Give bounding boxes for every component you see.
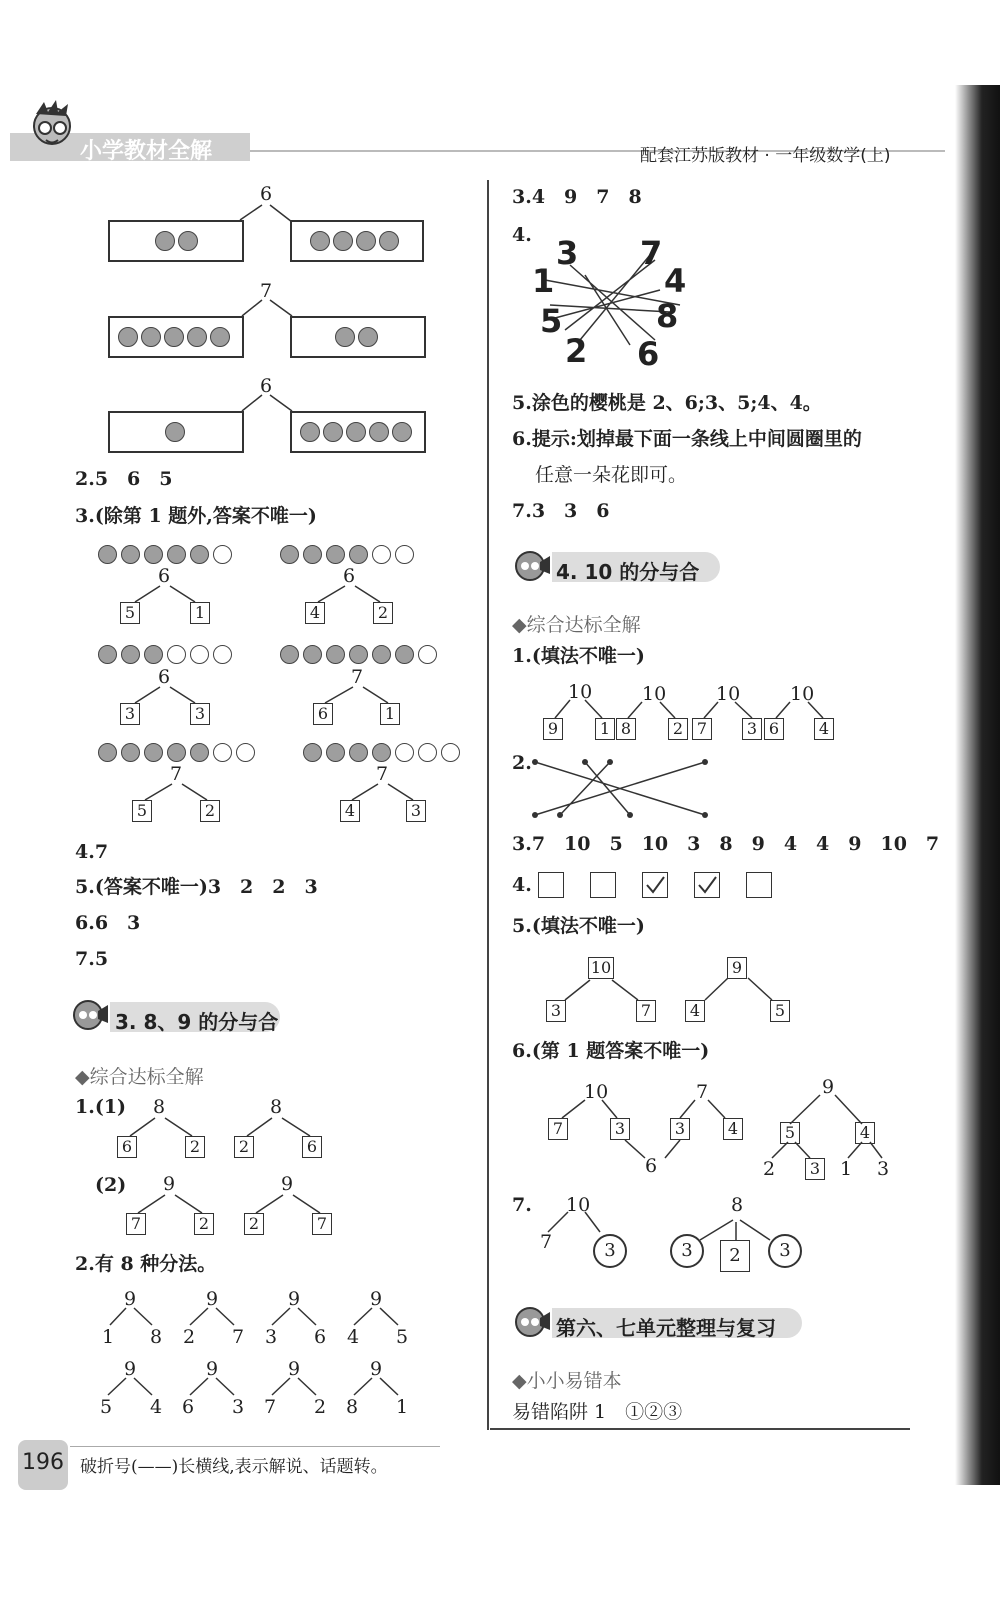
counter-dot xyxy=(165,422,185,442)
section-title: 第六、七单元整理与复习 xyxy=(556,1316,776,1340)
answer-box: 4 xyxy=(723,1118,743,1140)
counter-dot xyxy=(392,422,412,442)
counter-dot xyxy=(379,231,399,251)
dot-box xyxy=(108,220,244,262)
answer-q5: 5.涂色的樱桃是 2、6;3、5;4、4。 xyxy=(512,392,822,414)
tree-top: 6 xyxy=(260,375,273,397)
answer-box: 7 xyxy=(312,1213,332,1235)
answer-box: 2 xyxy=(234,1136,254,1158)
answer-box: 8 xyxy=(616,718,636,740)
answer-box: 2 xyxy=(200,800,220,822)
answer-box: 3 xyxy=(742,718,762,740)
tree-top: 9 xyxy=(281,1173,294,1195)
tree-leaf: 5 xyxy=(396,1326,409,1348)
tree-leaf: 8 xyxy=(150,1326,163,1348)
answer-box: 3 xyxy=(805,1158,825,1180)
tree-top: 7 xyxy=(170,763,183,785)
checkbox xyxy=(746,872,772,898)
star-digit: 1 xyxy=(532,262,555,300)
counter-dot xyxy=(210,327,230,347)
section-title: 4. 10 的分与合 xyxy=(556,560,700,584)
star-digit: 7 xyxy=(640,234,663,272)
answer-box: 3 xyxy=(120,703,140,725)
subsection-title: ◆小小易错本 xyxy=(512,1370,622,1392)
tree-top: 9 xyxy=(124,1288,137,1310)
answer-q3: 3.(除第 1 题外,答案不唯一) xyxy=(75,505,317,527)
counter-dot xyxy=(346,422,366,442)
page-number: 196 xyxy=(22,1450,64,1475)
star-digit: 3 xyxy=(556,234,579,272)
tree-top: 10 xyxy=(584,1081,609,1103)
counter-dot xyxy=(333,231,353,251)
answer-a1: 1.(填法不唯一) xyxy=(512,645,645,667)
counter-dot xyxy=(155,231,175,251)
answer-q6-cont: 任意一朵花即可。 xyxy=(535,464,688,486)
tree-leaf: 8 xyxy=(346,1396,359,1418)
counter-dot xyxy=(164,327,184,347)
tree-leaf: 6 xyxy=(314,1326,327,1348)
answer-box: 6 xyxy=(302,1136,322,1158)
answer-box: 6 xyxy=(313,703,333,725)
tree-top: 8 xyxy=(270,1096,283,1118)
footer-tip: 破折号(——)长横线,表示解说、话题转。 xyxy=(80,1457,388,1477)
star-digit: 5 xyxy=(540,302,563,340)
answer-box: 9 xyxy=(727,957,747,979)
counter-dot xyxy=(335,327,355,347)
tree-leaf: 6 xyxy=(645,1155,658,1177)
tree-leaf: 6 xyxy=(182,1396,195,1418)
answer-box: 3 xyxy=(670,1118,690,1140)
counter-dot xyxy=(369,422,389,442)
answer-box: 4 xyxy=(305,602,325,624)
section-title: 3. 8、9 的分与合 xyxy=(115,1010,279,1034)
counter-dot xyxy=(356,231,376,251)
answer-box: 2 xyxy=(668,718,688,740)
mascot-icon xyxy=(512,1304,552,1340)
answer-q2: 2.5 6 5 xyxy=(75,468,173,490)
answer-q5: 5.(答案不唯一)3 2 2 3 xyxy=(75,876,318,898)
counter-dot xyxy=(323,422,343,442)
answer-box: 10 xyxy=(588,957,614,979)
tree-top: 10 xyxy=(716,683,741,705)
tree-leaf: 1 xyxy=(840,1158,853,1180)
answer-trap-1: 易错陷阱 1 ①②③ xyxy=(512,1401,683,1423)
tree-leaf: 3 xyxy=(877,1158,890,1180)
answer-box: 5 xyxy=(780,1122,800,1144)
answer-box: 2 xyxy=(373,602,393,624)
tree-top: 10 xyxy=(642,683,667,705)
answer-box: 2 xyxy=(720,1240,750,1272)
answer-q6: 6.6 3 xyxy=(75,912,141,934)
tree-top: 7 xyxy=(351,666,364,688)
counter-dot xyxy=(310,231,330,251)
answer-box: 5 xyxy=(770,1000,790,1022)
star-digit: 8 xyxy=(656,297,679,335)
tree-top: 7 xyxy=(376,763,389,785)
tree-top: 9 xyxy=(822,1076,835,1098)
counter-dot xyxy=(141,327,161,347)
tree-top: 9 xyxy=(124,1358,137,1380)
checkbox-checked xyxy=(694,872,720,898)
answer-box: 1 xyxy=(380,703,400,725)
answer-box: 2 xyxy=(185,1136,205,1158)
tree-leaf: 2 xyxy=(183,1326,196,1348)
tree-top: 10 xyxy=(566,1194,591,1216)
tree-leaf: 4 xyxy=(347,1326,360,1348)
answer-box: 3 xyxy=(610,1118,630,1140)
tree-top: 6 xyxy=(158,666,171,688)
answer-box: 7 xyxy=(636,1000,656,1022)
answer-box: 6 xyxy=(117,1136,137,1158)
answer-q7: 7.3 3 6 xyxy=(512,500,610,522)
answer-box: 7 xyxy=(692,718,712,740)
answer-circle: 3 xyxy=(768,1234,802,1268)
tree-leaf: 2 xyxy=(763,1158,776,1180)
answer-s2: 2.有 8 种分法。 xyxy=(75,1253,217,1275)
answer-circle: 3 xyxy=(670,1234,704,1268)
tree-leaf: 7 xyxy=(540,1231,553,1253)
tree-leaf: 3 xyxy=(265,1326,278,1348)
tree-top: 7 xyxy=(260,280,273,302)
answer-a3: 3.7 10 5 10 3 8 9 4 4 9 10 7 xyxy=(512,833,940,855)
answer-box: 4 xyxy=(340,800,360,822)
tree-leaf: 7 xyxy=(264,1396,277,1418)
answer-q6: 6.提示:划掉最下面一条线上中间圆圈里的 xyxy=(512,428,862,450)
counter-dot xyxy=(118,327,138,347)
answer-a6: 6.(第 1 题答案不唯一) xyxy=(512,1040,710,1062)
counter-dot xyxy=(178,231,198,251)
answer-box: 1 xyxy=(190,602,210,624)
header-subtitle: 配套江苏版教材 · 一年级数学(上) xyxy=(640,146,891,166)
star-digit: 2 xyxy=(565,332,588,370)
tree-top: 9 xyxy=(206,1358,219,1380)
tree-top: 9 xyxy=(370,1288,383,1310)
answer-box: 3 xyxy=(190,703,210,725)
tree-top: 6 xyxy=(260,183,273,205)
subsection-title: ◆综合达标全解 xyxy=(512,614,641,636)
tree-top: 10 xyxy=(790,683,815,705)
tree-top: 9 xyxy=(163,1173,176,1195)
tree-top: 9 xyxy=(206,1288,219,1310)
answer-box: 7 xyxy=(126,1213,146,1235)
tree-top: 6 xyxy=(343,565,356,587)
tree-top: 8 xyxy=(731,1194,744,1216)
answer-box: 1 xyxy=(595,718,615,740)
tree-leaf: 1 xyxy=(396,1396,409,1418)
tree-leaf: 5 xyxy=(100,1396,113,1418)
answer-box: 9 xyxy=(543,718,563,740)
exercise-label: (2) xyxy=(95,1174,127,1196)
answer-box: 3 xyxy=(546,1000,566,1022)
answer-q4: 4. xyxy=(512,224,532,246)
tree-top: 9 xyxy=(288,1358,301,1380)
header-title: 小学教材全解 xyxy=(80,139,213,164)
tree-leaf: 3 xyxy=(232,1396,245,1418)
exercise-label: 1.(1) xyxy=(75,1096,127,1118)
tree-top: 10 xyxy=(568,681,593,703)
star-digit: 6 xyxy=(637,335,660,373)
star-digit: 4 xyxy=(664,262,687,300)
answer-box: 5 xyxy=(120,602,140,624)
tree-leaf: 4 xyxy=(150,1396,163,1418)
footer-rule xyxy=(70,1446,440,1447)
counter-dot xyxy=(187,327,207,347)
tree-top: 9 xyxy=(370,1358,383,1380)
checkbox xyxy=(538,872,564,898)
answer-box: 4 xyxy=(814,718,834,740)
answer-box: 4 xyxy=(855,1122,875,1144)
counter-dot xyxy=(358,327,378,347)
tree-leaf: 7 xyxy=(232,1326,245,1348)
mascot-icon xyxy=(512,548,552,584)
tree-leaf: 2 xyxy=(314,1396,327,1418)
checkbox xyxy=(590,872,616,898)
answer-box: 3 xyxy=(406,800,426,822)
tree-top: 8 xyxy=(153,1096,166,1118)
answer-box: 2 xyxy=(194,1213,214,1235)
answer-box: 4 xyxy=(685,1000,705,1022)
answer-box: 7 xyxy=(548,1118,568,1140)
tree-top: 7 xyxy=(696,1081,709,1103)
answer-a7: 7. xyxy=(512,1194,532,1216)
answer-box: 2 xyxy=(244,1213,264,1235)
answer-q3: 3.4 9 7 8 xyxy=(512,186,642,208)
answer-q7: 7.5 xyxy=(75,948,109,970)
answer-box: 5 xyxy=(132,800,152,822)
answer-a2: 2. xyxy=(512,752,532,774)
answer-circle: 3 xyxy=(593,1234,627,1268)
subsection-title: ◆综合达标全解 xyxy=(75,1066,204,1088)
tree-top: 6 xyxy=(158,565,171,587)
counter-dot xyxy=(300,422,320,442)
mascot-icon xyxy=(70,997,110,1033)
tree-top: 9 xyxy=(288,1288,301,1310)
answer-a4: 4. xyxy=(512,874,532,896)
answer-a5: 5.(填法不唯一) xyxy=(512,915,645,937)
answer-box: 6 xyxy=(764,718,784,740)
tree-leaf: 1 xyxy=(102,1326,115,1348)
answer-q4: 4.7 xyxy=(75,841,109,863)
checkbox-checked xyxy=(642,872,668,898)
